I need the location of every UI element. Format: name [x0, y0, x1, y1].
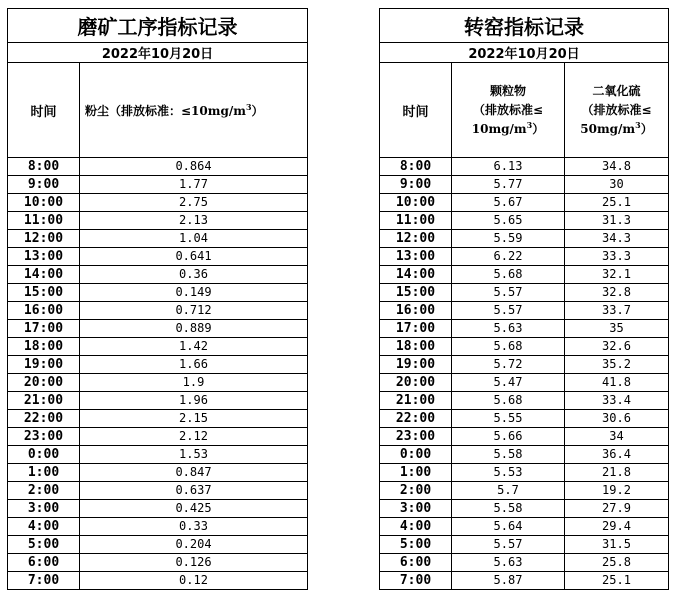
particulate-cell: 5.67	[452, 194, 565, 212]
table-row	[8, 572, 308, 590]
table-row	[8, 230, 308, 248]
time-cell: 5:00	[380, 536, 452, 554]
so2-cell: 35.2	[565, 356, 669, 374]
table-row	[8, 518, 308, 536]
table-row	[8, 266, 308, 284]
dust-cell: 1.9	[80, 374, 308, 392]
table-row	[8, 320, 308, 338]
dust-cell: 0.712	[80, 302, 308, 320]
so2-cell: 34.3	[565, 230, 669, 248]
dust-cell: 2.15	[80, 410, 308, 428]
table-row	[8, 536, 308, 554]
so2-cell: 21.8	[565, 464, 669, 482]
dust-cell: 2.75	[80, 194, 308, 212]
time-cell: 20:00	[380, 374, 452, 392]
table-row	[380, 464, 669, 482]
time-cell: 23:00	[8, 428, 80, 446]
table-row	[8, 410, 308, 428]
table-row	[380, 518, 669, 536]
particulate-cell: 5.64	[452, 518, 565, 536]
time-cell: 9:00	[380, 176, 452, 194]
particulate-cell: 5.59	[452, 230, 565, 248]
time-cell: 8:00	[8, 158, 80, 176]
time-cell: 7:00	[380, 572, 452, 590]
time-cell: 22:00	[380, 410, 452, 428]
time-cell: 5:00	[8, 536, 80, 554]
table-row	[380, 176, 669, 194]
time-cell: 18:00	[8, 338, 80, 356]
so2-cell: 33.3	[565, 248, 669, 266]
time-cell: 19:00	[380, 356, 452, 374]
time-cell: 8:00	[380, 158, 452, 176]
dust-cell: 1.53	[80, 446, 308, 464]
so2-header: 二氧化硫 （排放标准≤ $50mg/m^3$）	[565, 63, 669, 158]
table-row	[8, 554, 308, 572]
table-row	[380, 230, 669, 248]
particulate-cell: 5.68	[452, 266, 565, 284]
so2-cell: 32.8	[565, 284, 669, 302]
dust-cell: 2.12	[80, 428, 308, 446]
dust-cell: 1.96	[80, 392, 308, 410]
grinding-title: 磨矿工序指标记录	[8, 9, 308, 43]
table-row	[8, 212, 308, 230]
dust-cell: 0.36	[80, 266, 308, 284]
so2-cell: 25.1	[565, 572, 669, 590]
table-row	[380, 374, 669, 392]
time-cell: 23:00	[380, 428, 452, 446]
so2-cell: 30.6	[565, 410, 669, 428]
dust-cell: 1.42	[80, 338, 308, 356]
particulate-cell: 5.68	[452, 338, 565, 356]
dust-cell: 0.847	[80, 464, 308, 482]
table-row	[380, 338, 669, 356]
time-cell: 16:00	[8, 302, 80, 320]
so2-cell: 25.1	[565, 194, 669, 212]
time-cell: 7:00	[8, 572, 80, 590]
time-cell: 15:00	[8, 284, 80, 302]
time-cell: 11:00	[380, 212, 452, 230]
so2-cell: 19.2	[565, 482, 669, 500]
table-row	[380, 428, 669, 446]
so2-cell: 34.8	[565, 158, 669, 176]
table-row	[380, 572, 669, 590]
table-row	[380, 284, 669, 302]
particulate-cell: 5.57	[452, 284, 565, 302]
grinding-record-table	[7, 8, 308, 590]
dust-cell: 0.204	[80, 536, 308, 554]
so2-cell: 29.4	[565, 518, 669, 536]
time-cell: 3:00	[380, 500, 452, 518]
time-cell: 4:00	[8, 518, 80, 536]
table-row	[8, 392, 308, 410]
dust-cell: 0.425	[80, 500, 308, 518]
dust-header: 粉尘（排放标准：$\le 10mg/m^3$）	[80, 63, 308, 158]
time-cell: 6:00	[8, 554, 80, 572]
dust-cell: 0.641	[80, 248, 308, 266]
particulate-cell: 5.63	[452, 320, 565, 338]
time-cell: 0:00	[8, 446, 80, 464]
time-cell: 17:00	[380, 320, 452, 338]
table-row	[8, 284, 308, 302]
particulate-cell: 5.68	[452, 392, 565, 410]
table-row	[8, 428, 308, 446]
time-cell: 2:00	[8, 482, 80, 500]
particulate-cell: 5.65	[452, 212, 565, 230]
time-cell: 18:00	[380, 338, 452, 356]
table-row	[8, 374, 308, 392]
time-cell: 22:00	[8, 410, 80, 428]
particulate-cell: 5.57	[452, 536, 565, 554]
dust-cell: 1.77	[80, 176, 308, 194]
dust-cell: 0.149	[80, 284, 308, 302]
time-cell: 20:00	[8, 374, 80, 392]
particulate-cell: 5.58	[452, 500, 565, 518]
time-cell: 1:00	[380, 464, 452, 482]
particulate-cell: 5.57	[452, 302, 565, 320]
dust-cell: 0.889	[80, 320, 308, 338]
time-cell: 10:00	[8, 194, 80, 212]
so2-cell: 25.8	[565, 554, 669, 572]
table-row	[380, 248, 669, 266]
time-cell: 12:00	[380, 230, 452, 248]
table-row	[380, 212, 669, 230]
dust-cell: 0.637	[80, 482, 308, 500]
so2-cell: 34	[565, 428, 669, 446]
dust-cell: 0.12	[80, 572, 308, 590]
time-header: 时间	[380, 63, 452, 158]
time-cell: 14:00	[380, 266, 452, 284]
table-row	[380, 302, 669, 320]
particulate-cell: 5.66	[452, 428, 565, 446]
particulate-cell: 6.22	[452, 248, 565, 266]
particulate-cell: 5.47	[452, 374, 565, 392]
time-cell: 3:00	[8, 500, 80, 518]
table-row	[380, 482, 669, 500]
table-row	[8, 338, 308, 356]
time-cell: 21:00	[380, 392, 452, 410]
time-cell: 0:00	[380, 446, 452, 464]
particulate-cell: 5.63	[452, 554, 565, 572]
time-header: 时间	[8, 63, 80, 158]
so2-cell: 36.4	[565, 446, 669, 464]
table-row	[8, 500, 308, 518]
particulate-cell: 5.53	[452, 464, 565, 482]
particulate-cell: 5.72	[452, 356, 565, 374]
table-row	[8, 194, 308, 212]
time-cell: 6:00	[380, 554, 452, 572]
dust-cell: 0.33	[80, 518, 308, 536]
table-row	[380, 500, 669, 518]
particulate-cell: 6.13	[452, 158, 565, 176]
table-row	[380, 392, 669, 410]
table-row	[8, 446, 308, 464]
so2-cell: 27.9	[565, 500, 669, 518]
time-cell: 14:00	[8, 266, 80, 284]
table-row	[8, 302, 308, 320]
time-cell: 13:00	[8, 248, 80, 266]
so2-cell: 31.5	[565, 536, 669, 554]
table-row	[8, 248, 308, 266]
table-row	[8, 464, 308, 482]
so2-cell: 31.3	[565, 212, 669, 230]
dust-cell: 1.04	[80, 230, 308, 248]
time-cell: 13:00	[380, 248, 452, 266]
dust-cell: 0.864	[80, 158, 308, 176]
particulate-cell: 5.7	[452, 482, 565, 500]
dust-cell: 2.13	[80, 212, 308, 230]
so2-cell: 32.6	[565, 338, 669, 356]
time-cell: 1:00	[8, 464, 80, 482]
so2-cell: 32.1	[565, 266, 669, 284]
table-row	[380, 158, 669, 176]
table-row	[380, 194, 669, 212]
kiln-title: 转窑指标记录	[380, 9, 669, 43]
particulate-cell: 5.77	[452, 176, 565, 194]
table-row	[380, 554, 669, 572]
so2-cell: 33.7	[565, 302, 669, 320]
particulate-cell: 5.87	[452, 572, 565, 590]
so2-cell: 30	[565, 176, 669, 194]
time-cell: 16:00	[380, 302, 452, 320]
table-row	[380, 536, 669, 554]
time-cell: 2:00	[380, 482, 452, 500]
table-row	[380, 266, 669, 284]
kiln-date: 2022年10月20日	[380, 43, 669, 63]
grinding-date: 2022年10月20日	[8, 43, 308, 63]
time-cell: 19:00	[8, 356, 80, 374]
time-cell: 4:00	[380, 518, 452, 536]
time-cell: 15:00	[380, 284, 452, 302]
time-cell: 21:00	[8, 392, 80, 410]
table-row	[380, 446, 669, 464]
particulate-cell: 5.55	[452, 410, 565, 428]
kiln-record-table	[379, 8, 669, 590]
time-cell: 10:00	[380, 194, 452, 212]
particulate-header: 颗粒物 （排放标准≤ $10mg/m^3$）	[452, 63, 565, 158]
time-cell: 12:00	[8, 230, 80, 248]
so2-cell: 41.8	[565, 374, 669, 392]
so2-cell: 33.4	[565, 392, 669, 410]
particulate-cell: 5.58	[452, 446, 565, 464]
time-cell: 17:00	[8, 320, 80, 338]
table-row	[8, 482, 308, 500]
time-cell: 11:00	[8, 212, 80, 230]
dust-cell: 1.66	[80, 356, 308, 374]
table-row	[380, 320, 669, 338]
table-row	[8, 356, 308, 374]
time-cell: 9:00	[8, 176, 80, 194]
dust-cell: 0.126	[80, 554, 308, 572]
table-row	[8, 158, 308, 176]
so2-cell: 35	[565, 320, 669, 338]
table-row	[380, 356, 669, 374]
table-row	[8, 176, 308, 194]
table-row	[380, 410, 669, 428]
